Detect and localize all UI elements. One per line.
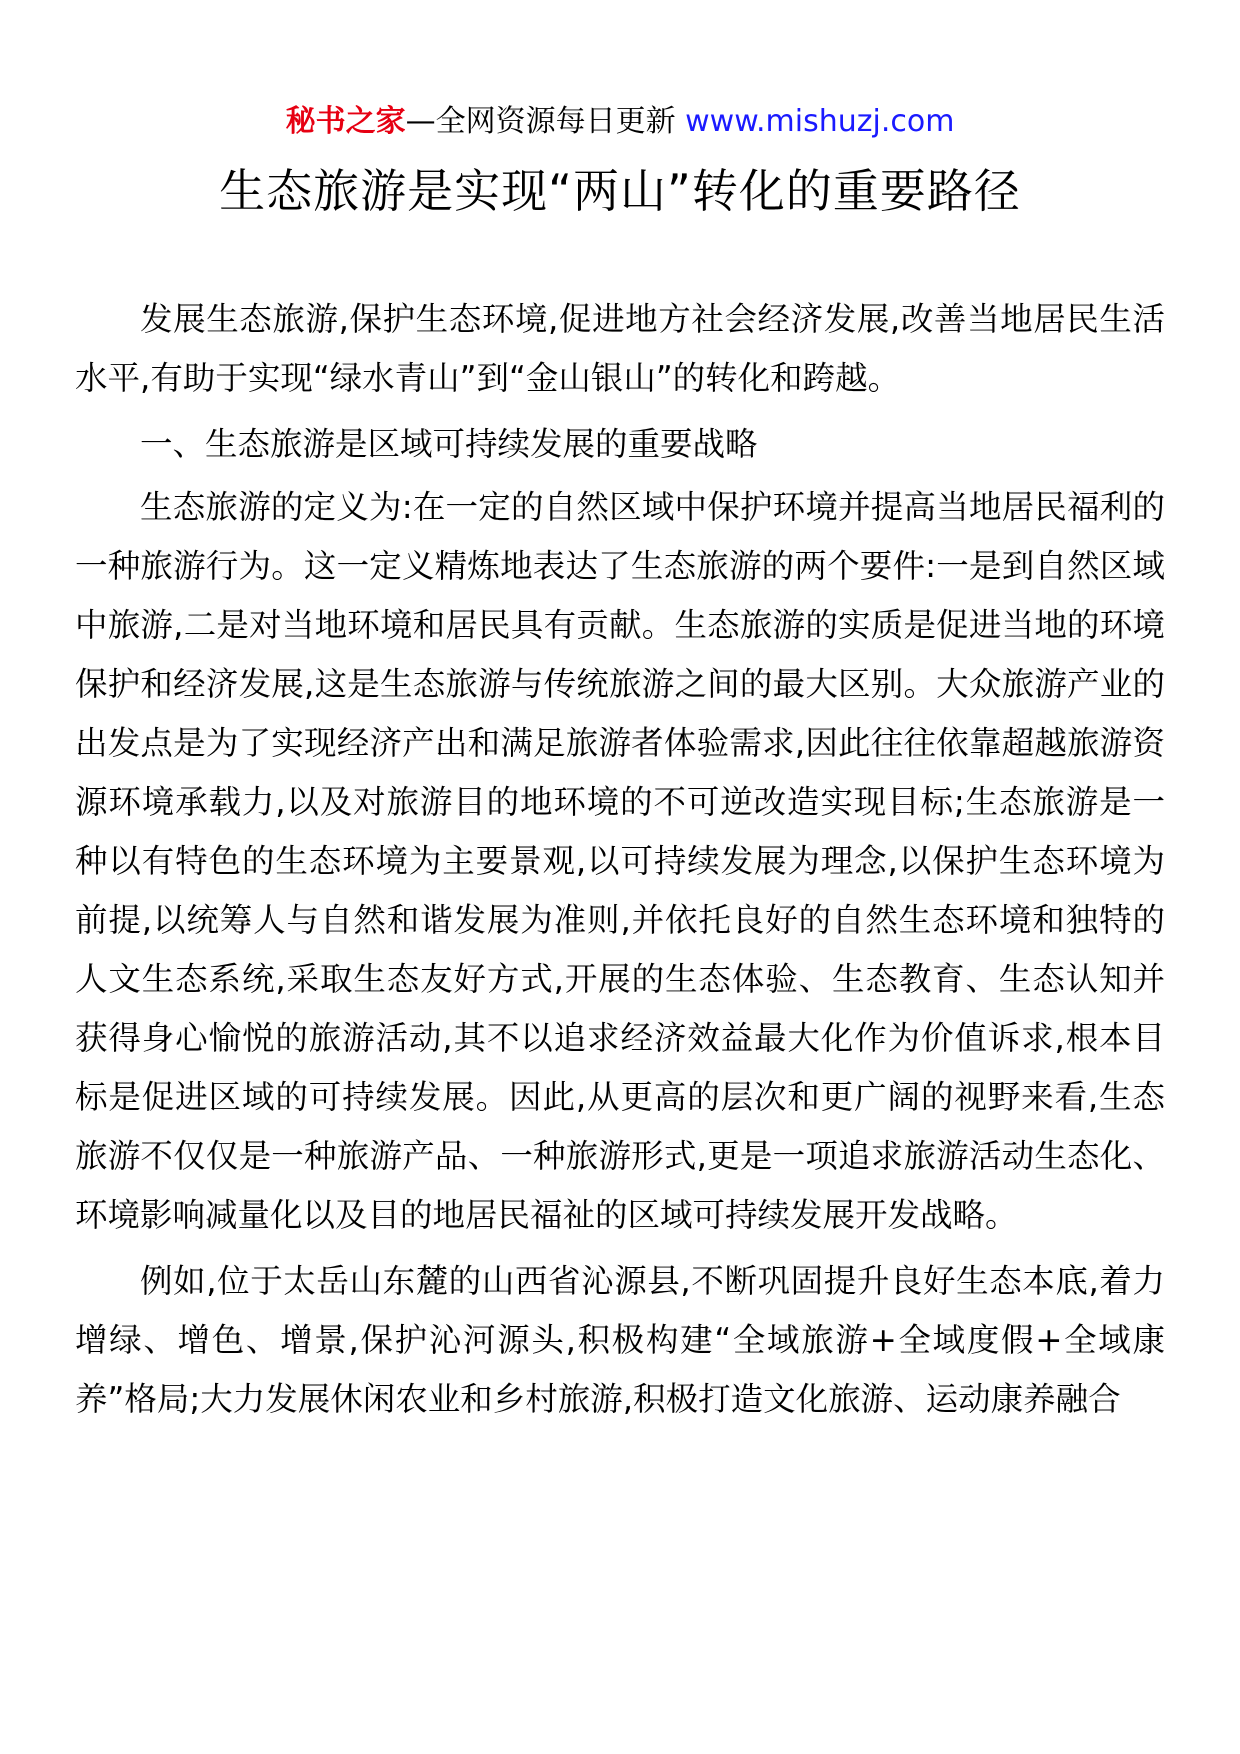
section-heading: 一、生态旅游是区域可持续发展的重要战略	[140, 425, 758, 463]
document-title: 生态旅游是实现“两山”转化的重要路径	[219, 164, 1021, 218]
site-url-link[interactable]: www.mishuzj.com	[685, 104, 955, 139]
intro-paragraph: 发展生态旅游,保护生态环境,促进地方社会经济发展,改善当地居民生活水平,有助于实现“绿水青山”到“金山银山”的转化和跨越。	[75, 300, 1165, 397]
definition-paragraph: 生态旅游的定义为:在一定的自然区域中保护环境并提高当地居民福利的一种旅游行为。这一定义精炼地表达了生态旅游的两个要件:一是到自然区域中旅游,二是对当地环境和居民具有贡献。生态旅游的实质是促进当地的环境保护和经济发展,这是生态旅游与传统旅游之间的最大区别。大众旅游产业的出发点是为了实现经济产出和满足旅游者体验需求,因此往往依靠超越旅游资源环境承载力,以及对旅游目的地环境的不可逆改造实现目标;生态旅游是一种以有特色的生态环境为主要景观,以可持续发展为理念,以保护生态环境为前提,以统筹人与自然和谐发展为准则,并依托良好的自然生态环境和独特的人文生态系统,采取生态友好方式,开展的生态体验、生态教育、生态认知并获得身心愉悦的旅游活动,其不以追求经济效益最大化作为价值诉求,根本目标是促进区域的可持续发展。因此,从更高的层次和更广阔的视野来看,生态旅游不仅仅是一种旅游产品、一种旅游形式,更是一项追求旅游活动生态化、环境影响减量化以及目的地居民福祉的区域可持续发展开发战略。	[75, 488, 1165, 1234]
document-body	[75, 290, 1165, 1436]
site-tagline: —全网资源每日更新	[405, 104, 686, 139]
site-banner	[0, 102, 1240, 142]
site-brand: 秘书之家	[285, 104, 406, 139]
example-paragraph: 例如,位于太岳山东麓的山西省沁源县,不断巩固提升良好生态本底,着力增绿、增色、增景,保护沁河源头,积极构建“全域旅游+全域度假+全域康养”格局;大力发展休闲农业和乡村旅游,积极打造文化旅游、运动康养融合	[75, 1262, 1165, 1418]
